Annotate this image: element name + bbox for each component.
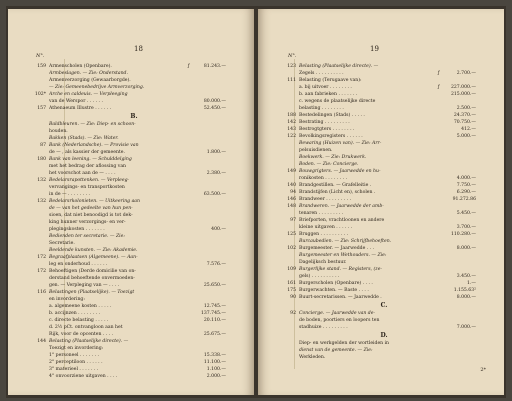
entry-text: Briefporten, vrachtloonen en andere bbox=[299, 218, 385, 223]
entry-text: Arche en caldeuis. — Verpleeging bbox=[49, 92, 128, 97]
entry-text: Belasting (Terugaave van): bbox=[299, 78, 362, 83]
table-row bbox=[18, 359, 250, 366]
entry-text: sioen, dat niet benoodigd is tot dek- bbox=[49, 213, 133, 218]
table-row bbox=[18, 177, 250, 184]
table-row bbox=[268, 310, 500, 317]
entry-text: Brandweren. — Jaarwedde der amb- bbox=[299, 204, 384, 209]
entry-text: Armbeslagen. — Zie: Onderstand. bbox=[49, 71, 128, 76]
entry-number: 143 bbox=[287, 127, 296, 132]
entry-text: a. algemeene kosten . . . . . bbox=[49, 304, 112, 309]
table-row bbox=[268, 91, 500, 98]
entry-text: houden. bbox=[49, 129, 68, 134]
entry-number: 109 bbox=[287, 267, 296, 272]
entry-amount: 215.000.— bbox=[450, 92, 476, 97]
entry-amount: 2.500.— bbox=[456, 106, 476, 111]
entry-text: Werkleden. bbox=[299, 355, 326, 360]
entry-amount: 2.700.— bbox=[456, 71, 476, 76]
entry-number: 122 bbox=[287, 134, 296, 139]
entry-amount: 227.000.— bbox=[450, 85, 476, 90]
entry-text: Rijk, voor de opcenten . . . . bbox=[49, 332, 114, 337]
entry-amount: 7.000.— bbox=[456, 325, 476, 330]
table-row bbox=[268, 119, 500, 126]
table-row bbox=[18, 121, 250, 128]
table-row bbox=[268, 168, 500, 175]
table-row bbox=[18, 338, 250, 345]
table-row bbox=[18, 198, 250, 205]
entry-text: Bedienden ter secretarie. — Zie: bbox=[49, 234, 125, 239]
entry-text: leg en onderhoud . . . . . . bbox=[49, 262, 108, 267]
table-row bbox=[18, 70, 250, 77]
entry-text: b. accijnzen . . . . . . . . bbox=[49, 311, 101, 316]
entry-number: 161 bbox=[287, 281, 296, 286]
table-row bbox=[18, 184, 250, 191]
entry-text: Burgerscholen (Openbare) . . . . bbox=[299, 281, 373, 286]
entry-text: Burgemeester. — Jaarwedde . . . bbox=[299, 246, 375, 251]
entry-number: 157 bbox=[37, 106, 46, 111]
entry-text: Burgerlijke stand. — Registers, (ze- bbox=[299, 267, 382, 272]
entry-text: gen. — Verpleging van — . . . . bbox=[49, 283, 120, 288]
currency-mark: ƒ bbox=[438, 71, 440, 76]
entry-amount: 91.272.86 bbox=[452, 197, 476, 202]
table-row bbox=[18, 289, 250, 296]
entry-text: Baldbleuren. — Zie: Diep- en schoon- bbox=[49, 122, 136, 127]
table-row bbox=[18, 156, 250, 163]
entry-amount: 15.338.— bbox=[203, 353, 226, 358]
section-letter: D. bbox=[380, 332, 388, 339]
entry-text: derstand behoeftende onvermoeden- bbox=[49, 276, 135, 281]
entry-text: Armenverzorging (Gewaarborgde). bbox=[49, 78, 131, 83]
table-row bbox=[18, 142, 250, 149]
table-row bbox=[268, 217, 500, 224]
table-row bbox=[268, 273, 500, 280]
entry-text: plegingskosten . . . . . . . bbox=[49, 227, 105, 232]
table-row bbox=[18, 317, 250, 324]
entry-amount: 63.500.— bbox=[203, 192, 226, 197]
table-row bbox=[18, 212, 250, 219]
table-row bbox=[268, 182, 500, 189]
table-row bbox=[268, 126, 500, 133]
table-row bbox=[18, 135, 250, 142]
number-column-label: N°. bbox=[36, 53, 45, 59]
currency-mark: ƒ bbox=[438, 85, 440, 90]
table-row bbox=[268, 266, 500, 273]
entry-number: 94 bbox=[290, 190, 296, 195]
entry-text: Boekwerk. — Zie: Drukwerk. bbox=[299, 155, 367, 160]
table-row bbox=[268, 63, 500, 70]
entry-text: Buurt-secretarissen. — Jaarwedde . bbox=[299, 295, 382, 300]
entry-text: Bewaring (Huizen van). — Zie: Arr- bbox=[299, 141, 382, 146]
entry-text: dienst van de gemeente. — Zie: bbox=[299, 348, 373, 353]
entry-text: Bestedelingen (Stads) . . . . . bbox=[299, 113, 365, 118]
entry-text: Bevolkingsregisters . . . . . . bbox=[299, 134, 363, 139]
table-row bbox=[18, 352, 250, 359]
right-page bbox=[258, 9, 504, 395]
entry-text: Belastingen (Plaatselijke). — Toezigt bbox=[49, 290, 135, 295]
entry-text: Armenscholen (Openbare). bbox=[49, 64, 112, 69]
table-row bbox=[18, 219, 250, 226]
entry-number: 142 bbox=[287, 120, 296, 125]
entry-amount: 8.000.— bbox=[456, 246, 476, 251]
table-row bbox=[18, 63, 250, 70]
entry-number: 111 bbox=[287, 78, 296, 83]
table-row bbox=[18, 149, 250, 156]
entry-amount: 5.000.— bbox=[456, 134, 476, 139]
entry-text: ronikosten . . . . . . . . bbox=[299, 176, 348, 181]
entry-text: pelsuisdienen. bbox=[299, 148, 333, 153]
entry-amount: 1.— bbox=[467, 281, 476, 286]
table-row bbox=[18, 205, 250, 212]
table-row bbox=[18, 324, 250, 331]
table-row bbox=[268, 340, 500, 347]
table-row bbox=[18, 296, 250, 303]
entry-number: 116 bbox=[37, 290, 46, 295]
table-row bbox=[268, 294, 500, 301]
entry-number: 125 bbox=[287, 232, 296, 237]
entry-text: Bakken (Stads). — Zie: Water. bbox=[49, 136, 119, 141]
entry-amount: 400.— bbox=[211, 227, 226, 232]
entry-amount: 137.745.— bbox=[200, 311, 226, 316]
entry-amount: 3.700.— bbox=[456, 225, 476, 230]
table-row bbox=[18, 331, 250, 338]
signature-mark: 2* bbox=[480, 367, 486, 373]
entry-text: met het bedrag der aflossing van bbox=[49, 164, 127, 169]
entry-number: 175 bbox=[287, 288, 296, 293]
entry-number: 90 bbox=[290, 295, 296, 300]
entry-text: tenaren . . . . . . . . . bbox=[299, 211, 344, 216]
table-row bbox=[18, 226, 250, 233]
table-row bbox=[18, 247, 250, 254]
entry-amount: 70.750.— bbox=[453, 120, 476, 125]
table-row bbox=[18, 170, 250, 177]
table-row bbox=[18, 98, 250, 105]
entry-text: Behoeftigen (Derde domicilie van on- bbox=[49, 269, 136, 274]
table-row bbox=[268, 252, 500, 259]
table-row bbox=[18, 275, 250, 282]
entry-amount: 3.450.— bbox=[456, 274, 476, 279]
entry-text: d. 2½ pCt. ontvangloon aan het bbox=[49, 325, 123, 330]
table-row bbox=[268, 147, 500, 154]
section-letter: C. bbox=[380, 302, 388, 309]
entry-number: 123 bbox=[287, 64, 296, 69]
entry-text: c. wegens de plaatselijke directe bbox=[299, 99, 376, 104]
entry-text: Burgemeester en Wethouders. — Zie: bbox=[299, 253, 387, 258]
table-row bbox=[268, 133, 500, 140]
currency-mark: ƒ bbox=[188, 64, 190, 69]
entry-text: Brandstijfen (Licht en), scholen . bbox=[299, 190, 376, 195]
table-row bbox=[268, 280, 500, 287]
table-row bbox=[268, 175, 500, 182]
entry-number: 132 bbox=[37, 178, 46, 183]
entry-text: Bestrogtgters . . . . . . . . bbox=[299, 127, 355, 132]
entry-amount: 25.650.— bbox=[203, 283, 226, 288]
entry-amount: 6.290.— bbox=[456, 190, 476, 195]
entry-text: Burgerwachten. — Baste . . . . bbox=[299, 288, 369, 293]
entry-text: Dagelijksch bestuur. bbox=[299, 260, 347, 265]
table-row bbox=[18, 282, 250, 289]
number-column-label: N°. bbox=[288, 53, 297, 59]
entry-number: 149 bbox=[287, 169, 296, 174]
entry-amount: 2.000.— bbox=[206, 374, 226, 379]
entry-amount: 1.155.63² bbox=[453, 288, 476, 293]
entry-text: vervangings- en transportkosten bbox=[49, 185, 125, 190]
entry-text: c. directe belasting . . . . . bbox=[49, 318, 109, 323]
table-row bbox=[268, 112, 500, 119]
entry-text: Belasting (Plaatselijke directe). — bbox=[299, 64, 379, 69]
entry-list bbox=[268, 63, 500, 361]
entry-amount: 81.243.— bbox=[203, 64, 226, 69]
entry-text: de — van het gedeelte van hun pen- bbox=[49, 206, 133, 211]
entry-text: in de — . . . . . . . . bbox=[49, 192, 90, 197]
entry-number: 172 bbox=[37, 269, 46, 274]
entry-number: 102 bbox=[287, 246, 296, 251]
entry-text: Beeldende kunsten. — Zie: Akademie. bbox=[49, 248, 138, 253]
table-row bbox=[18, 345, 250, 352]
table-row bbox=[18, 233, 250, 240]
entry-amount: 110.280.— bbox=[450, 232, 476, 237]
entry-amount: 2.380.— bbox=[206, 171, 226, 176]
entry-text: Brandweer . . . . . . . . . bbox=[299, 197, 352, 202]
entry-text: 2° perceptiloon . . . . . . bbox=[49, 360, 103, 365]
entry-text: Bedelarsrapottenken. — Verpleeg- bbox=[49, 178, 130, 183]
entry-number: 92 bbox=[290, 311, 296, 316]
entry-text: Athenaeum Illustre . . . . . . bbox=[49, 106, 112, 111]
table-row bbox=[268, 189, 500, 196]
entry-text: Brandgestillen. — Grafelleitie . bbox=[299, 183, 372, 188]
page-number: 19 bbox=[370, 45, 379, 53]
entry-amount: 12.745.— bbox=[203, 304, 226, 309]
table-row bbox=[268, 347, 500, 354]
table-row bbox=[268, 84, 500, 91]
table-row bbox=[18, 373, 250, 380]
table-row bbox=[268, 140, 500, 147]
entry-text: de boden, poortiers en loopers ten bbox=[299, 318, 380, 323]
entry-text: en invordering: bbox=[49, 297, 85, 302]
entry-text: Diep- en werkgelden der wortleiden in bbox=[299, 341, 390, 346]
table-row bbox=[268, 224, 500, 231]
entry-number: 180 bbox=[37, 157, 46, 162]
entry-text: 4° onvoorziene uitgaven . . . . bbox=[49, 374, 118, 379]
table-row bbox=[18, 310, 250, 317]
entry-amount: 8.000.— bbox=[456, 295, 476, 300]
page-number: 18 bbox=[134, 45, 143, 53]
table-row bbox=[18, 366, 250, 373]
entry-text: Bestrating . . . . . . . . . bbox=[299, 120, 350, 125]
entry-text: Bedelarsrkolonieten. — Uitkeering aan bbox=[49, 199, 141, 204]
entry-text: 1° personeel . . . . . . . bbox=[49, 353, 99, 358]
table-row bbox=[18, 84, 250, 91]
entry-number: 97 bbox=[290, 218, 296, 223]
entry-text: stadhuize . . . . . . . . . bbox=[299, 325, 348, 330]
entry-text: Concierge. — Jaarwedde van de- bbox=[299, 311, 376, 316]
entry-amount: 412.— bbox=[461, 127, 476, 132]
entry-number: 140 bbox=[287, 183, 296, 188]
entry-amount: 1.800.— bbox=[206, 150, 226, 155]
table-row bbox=[268, 154, 500, 161]
entry-text: Bouwgrigters. — Jaarwedde en hu- bbox=[299, 169, 381, 174]
entry-text: Bank (Nederlandsche). — Provisie van bbox=[49, 143, 139, 148]
entry-amount: 80.000.— bbox=[203, 99, 226, 104]
table-row bbox=[268, 354, 500, 361]
entry-number: 188 bbox=[287, 113, 296, 118]
entry-number: 102* bbox=[34, 92, 46, 97]
entry-number: 144 bbox=[37, 339, 46, 344]
table-row bbox=[268, 77, 500, 84]
entry-text: king hunner verzorgings- en ver- bbox=[49, 220, 126, 225]
table-row bbox=[268, 203, 500, 210]
entry-text: Secretarie. bbox=[49, 241, 75, 246]
table-row bbox=[18, 91, 250, 98]
table-row bbox=[268, 245, 500, 252]
open-book bbox=[6, 6, 506, 398]
entry-number: 87 bbox=[40, 143, 46, 148]
table-row bbox=[268, 161, 500, 168]
entry-list bbox=[18, 63, 250, 380]
table-row bbox=[268, 196, 500, 203]
table-row bbox=[268, 70, 500, 77]
entry-amount: 7.576.— bbox=[206, 262, 226, 267]
entry-text: Belasting (Plaatselijke directe). — bbox=[49, 339, 129, 344]
entry-text: het voorschot aan de — . . . . bbox=[49, 171, 116, 176]
table-row bbox=[268, 98, 500, 105]
table-row bbox=[18, 254, 250, 261]
entry-amount: 24.370.— bbox=[453, 113, 476, 118]
entry-text: van de Werspor . . . . . . bbox=[49, 99, 103, 104]
entry-text: Bank van leening. — Schulddelging bbox=[49, 157, 132, 162]
entry-text: belasting . . . . . . . . bbox=[299, 106, 344, 111]
entry-amount: 4.000.— bbox=[456, 176, 476, 181]
entry-number: 132 bbox=[37, 199, 46, 204]
table-row bbox=[18, 163, 250, 170]
entry-text: Toezigt en invordering: bbox=[49, 346, 104, 351]
entry-text: kleine uitgaven . . . . . . bbox=[299, 225, 353, 230]
entry-text: gels) . . . . . . . . . . bbox=[299, 274, 340, 279]
table-row bbox=[268, 105, 500, 112]
table-row bbox=[268, 231, 500, 238]
entry-amount: 11.100.— bbox=[203, 360, 226, 365]
entry-amount: 52.450.— bbox=[203, 106, 226, 111]
table-row bbox=[268, 238, 500, 245]
table-row bbox=[18, 303, 250, 310]
table-row bbox=[18, 191, 250, 198]
table-row bbox=[18, 261, 250, 268]
entry-text: a. bij uitvoer . . . . . . . . bbox=[299, 85, 352, 90]
table-row bbox=[268, 259, 500, 266]
table-row bbox=[268, 324, 500, 331]
entry-amount: 25.675.— bbox=[203, 332, 226, 337]
entry-text: — Zie: Gemeenebedrijve Armverzorging. bbox=[49, 85, 145, 90]
table-row bbox=[268, 287, 500, 294]
section-letter: B. bbox=[130, 113, 138, 120]
table-row bbox=[18, 77, 250, 84]
table-row bbox=[18, 268, 250, 275]
entry-text: Burcaubedien. — Zie: Schrijfbehoeften. bbox=[299, 239, 392, 244]
table-row bbox=[268, 210, 500, 217]
entry-amount: 20.110.— bbox=[203, 318, 226, 323]
entry-text: de — , als kassier der gemeente. bbox=[49, 150, 125, 155]
entry-amount: 7.750.— bbox=[456, 183, 476, 188]
entry-number: 159 bbox=[37, 64, 46, 69]
entry-number: 172 bbox=[37, 255, 46, 260]
entry-amount: 5.450.— bbox=[456, 211, 476, 216]
entry-amount: 1.100.— bbox=[206, 367, 226, 372]
table-row bbox=[18, 240, 250, 247]
left-page bbox=[8, 9, 254, 395]
table-row bbox=[18, 105, 250, 112]
table-row bbox=[268, 317, 500, 324]
entry-text: Bruggen . . . . . . . . . . bbox=[299, 232, 349, 237]
entry-text: Begraafplaatsen (Algemeene). — Aan- bbox=[49, 255, 138, 260]
entry-number: 148 bbox=[287, 204, 296, 209]
entry-text: 3° materieel . . . . . . . bbox=[49, 367, 99, 372]
entry-text: b. aan fabrieken . . . . . . . bbox=[299, 92, 358, 97]
table-row bbox=[18, 128, 250, 135]
entry-text: Boden. — Zie: Concierge. bbox=[299, 162, 359, 167]
entry-number: 146 bbox=[287, 197, 296, 202]
entry-text: Zegels . . . . . . . . . . bbox=[299, 71, 344, 76]
